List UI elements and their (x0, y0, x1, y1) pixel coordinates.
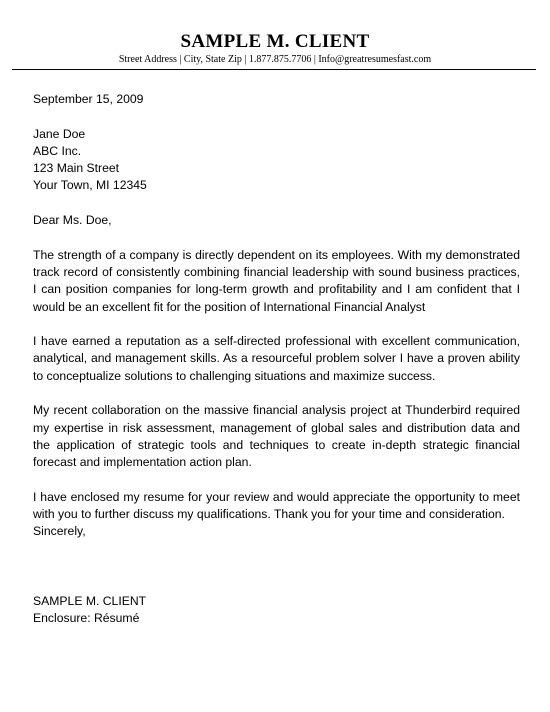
closing: Sincerely, (33, 524, 86, 539)
sender-name: SAMPLE M. CLIENT (180, 31, 370, 52)
paragraph-3: My recent collaboration on the massive financial analysis project at Thunderbird required my expertise in risk assessment, management of global sales and distribution data and the application of strategic tools and techniques to create in-depth strategic financial forecast and implementation action plan. (33, 403, 520, 470)
salutation: Dear Ms. Doe, (33, 213, 112, 228)
recipient-address (33, 126, 520, 195)
letterhead-divider (12, 69, 536, 70)
letterhead (0, 31, 550, 67)
paragraph-4: I have enclosed my resume for your review and would appreciate the opportunity to meet with you to further discuss my qualifications. Thank you for your time and consideration. (33, 489, 520, 522)
sender-contact-line: Street Address | City, State Zip | 1.877.875.7706 | Info@greatresumesfast.com (118, 54, 432, 65)
recipient-company: ABC Inc. (33, 143, 82, 158)
recipient-name: Jane Doe (33, 126, 86, 141)
recipient-street: 123 Main Street (33, 161, 120, 176)
recipient-city-state-zip: Your Town, MI 12345 (33, 178, 147, 193)
paragraph-1: The strength of a company is directly dependent on its employees. With my demonstrated track record of consistently combining financial leadership with sound business practices, I can position companies for long-term growth and profitability and I am confident that I would be an excellent fit for the position of International Financial Analyst (33, 247, 520, 314)
letter-date: September 15, 2009 (33, 92, 144, 106)
letter-body (33, 91, 520, 627)
paragraph-2: I have earned a reputation as a self-directed professional with excellent communication, analytical, and management skills. As a resourceful problem solver I have a proven ability to conceptualize solutions to challenging situations and maximize success. (33, 334, 520, 383)
signature-name: SAMPLE M. CLIENT (33, 593, 147, 608)
enclosure-line: Enclosure: Résumé (33, 610, 140, 625)
